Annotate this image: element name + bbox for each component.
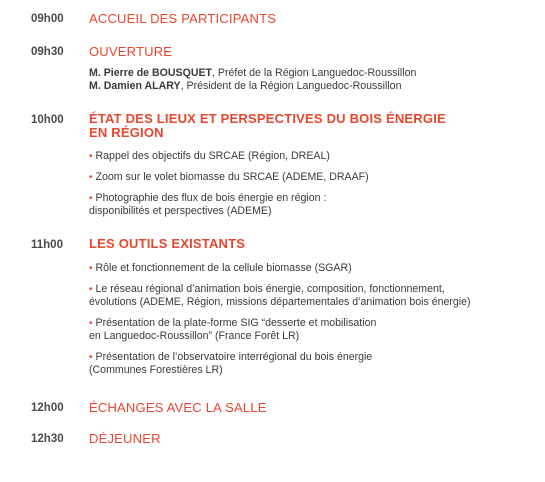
session-title: OUVERTURE xyxy=(89,44,173,59)
session-time: 12h30 xyxy=(31,433,64,445)
speakers-list xyxy=(89,67,416,93)
list-item: • Rôle et fonctionnement de la cellule biomasse (SGAR) xyxy=(89,262,352,274)
bullet-icon: • xyxy=(89,318,93,329)
list-item: • Photographie des flux de bois énergie en région : disponibilités et perspectives (ADEME) xyxy=(89,192,327,217)
session-title-line: ÉTAT DES LIEUX ET PERSPECTIVES DU BOIS ÉNERGIE xyxy=(89,111,446,126)
session-title xyxy=(89,112,446,140)
bullet-icon: • xyxy=(89,193,93,204)
session-title: DÉJEUNER xyxy=(89,431,161,446)
session-title: ACCUEIL DES PARTICIPANTS xyxy=(89,11,277,26)
speaker xyxy=(89,67,416,80)
speaker xyxy=(89,80,416,93)
session-title-line: EN RÉGION xyxy=(89,125,164,140)
speaker-name: M. Pierre de BOUSQUET xyxy=(89,67,213,79)
session-time: 11h00 xyxy=(31,239,63,251)
bullet-icon: • xyxy=(89,172,93,183)
session-time: 09h00 xyxy=(31,13,64,25)
session-title: ÉCHANGES AVEC LA SALLE xyxy=(89,400,267,415)
session-time: 09h30 xyxy=(31,46,64,58)
list-item: • Rappel des objectifs du SRCAE (Région, DREAL) xyxy=(89,150,330,162)
list-item: • Présentation de la plate-forme SIG “desserte et mobilisation en Languedoc-Roussillon” (France Forêt LR) xyxy=(89,317,377,342)
bullet-icon: • xyxy=(89,151,93,162)
speaker-name: M. Damien ALARY xyxy=(89,80,181,92)
session-time: 12h00 xyxy=(31,402,64,414)
bullet-icon: • xyxy=(89,352,93,363)
bullet-icon: • xyxy=(89,284,93,295)
bullet-list xyxy=(89,262,534,385)
speaker-role: , Président de la Région Languedoc-Roussillon xyxy=(180,80,402,92)
session-time: 10h00 xyxy=(31,114,64,126)
bullet-icon: • xyxy=(89,263,93,274)
list-item: • Zoom sur le volet biomasse du SRCAE (ADEME, DRAAF) xyxy=(89,171,369,183)
session-title: LES OUTILS EXISTANTS xyxy=(89,236,246,251)
list-item: • Présentation de l’observatoire interrégional du bois énergie (Communes Forestières LR) xyxy=(89,351,373,376)
list-item: • Le réseau régional d’animation bois énergie, composition, fonctionnement, évolutions (ADEME, Région, missions départementales d’animation bois énergie) xyxy=(89,283,471,308)
speaker-role: , Préfet de la Région Languedoc-Roussillon xyxy=(212,67,417,79)
bullet-list xyxy=(89,150,534,226)
